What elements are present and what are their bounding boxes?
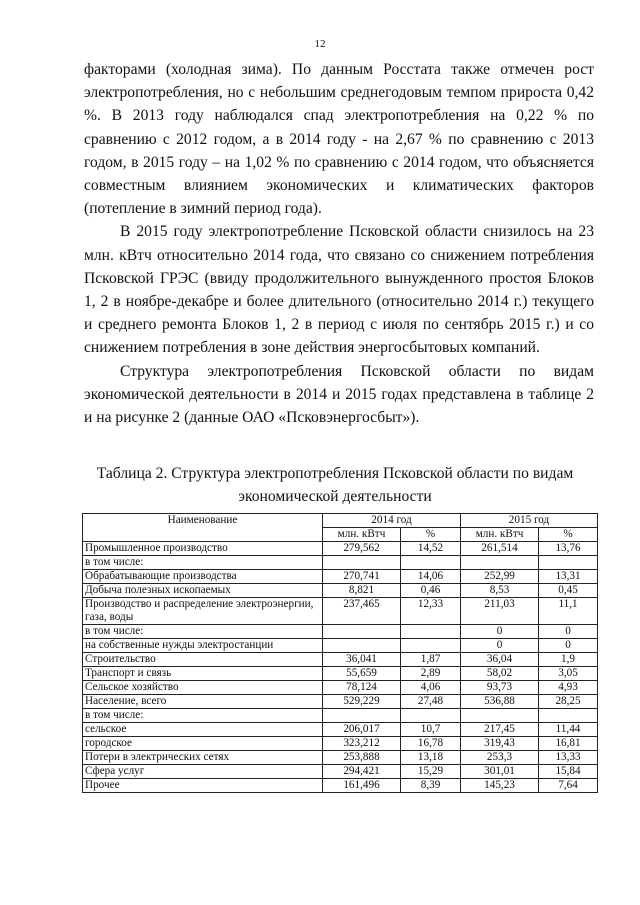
value-2014-cell: 323,212: [323, 737, 401, 751]
row-name-cell: Потери в электрических сетях: [83, 751, 323, 765]
table-row: [83, 598, 598, 625]
value-2015-cell: 536,88: [461, 695, 539, 709]
header-pct-2014: %: [401, 528, 461, 542]
pct-2015-cell: 4,93: [539, 681, 598, 695]
pct-2014-cell: 10,7: [401, 723, 461, 737]
pct-2015-cell: 28,25: [539, 695, 598, 709]
pct-2014-cell: [401, 709, 461, 723]
value-2015-cell: 145,23: [461, 779, 539, 793]
value-2015-cell: 0: [461, 639, 539, 653]
row-name-cell: Обрабатывающие производства: [83, 570, 323, 584]
table-caption: [70, 462, 600, 508]
value-2014-cell: [323, 625, 401, 639]
pct-2014-cell: 0,46: [401, 584, 461, 598]
pct-2015-cell: [539, 556, 598, 570]
value-2014-cell: 529,229: [323, 695, 401, 709]
table-row: [83, 695, 598, 709]
table-row: [83, 639, 598, 653]
body-text: [84, 58, 594, 429]
table-row: [83, 667, 598, 681]
header-unit-2015: млн. кВтч: [461, 528, 539, 542]
value-2015-cell: 252,99: [461, 570, 539, 584]
value-2014-cell: [323, 639, 401, 653]
pct-2014-cell: 14,52: [401, 542, 461, 556]
row-name-cell: Добыча полезных ископаемых: [83, 584, 323, 598]
value-2014-cell: 237,465: [323, 598, 401, 625]
value-2015-cell: 93,73: [461, 681, 539, 695]
pct-2015-cell: 16,81: [539, 737, 598, 751]
pct-2014-cell: [401, 625, 461, 639]
value-2015-cell: 58,02: [461, 667, 539, 681]
pct-2014-cell: 4,06: [401, 681, 461, 695]
page-number: 12: [314, 38, 326, 50]
pct-2015-cell: 0: [539, 639, 598, 653]
value-2014-cell: 270,741: [323, 570, 401, 584]
header-year-2014: 2014 год: [323, 514, 461, 528]
row-name-cell: Прочее: [83, 779, 323, 793]
pct-2014-cell: 14,06: [401, 570, 461, 584]
pct-2014-cell: 1,87: [401, 653, 461, 667]
pct-2015-cell: 3,05: [539, 667, 598, 681]
value-2014-cell: [323, 556, 401, 570]
table-row: [83, 625, 598, 639]
row-name-cell: в том числе:: [83, 709, 323, 723]
pct-2015-cell: 7,64: [539, 779, 598, 793]
value-2015-cell: 8,53: [461, 584, 539, 598]
row-name-cell: на собственные нужды электростанции: [83, 639, 323, 653]
value-2015-cell: [461, 709, 539, 723]
value-2015-cell: 217,45: [461, 723, 539, 737]
value-2014-cell: 78,124: [323, 681, 401, 695]
header-year-2015: 2015 год: [461, 514, 598, 528]
value-2015-cell: 211,03: [461, 598, 539, 625]
pct-2015-cell: 0,45: [539, 584, 598, 598]
row-name-cell: Производство и распределение электроэнергии, газа, воды: [83, 598, 323, 625]
value-2015-cell: 261,514: [461, 542, 539, 556]
pct-2014-cell: [401, 639, 461, 653]
table-row: [83, 556, 598, 570]
row-name-cell: Сфера услуг: [83, 765, 323, 779]
pct-2014-cell: 15,29: [401, 765, 461, 779]
table-row: [83, 681, 598, 695]
pct-2015-cell: 11,1: [539, 598, 598, 625]
pct-2015-cell: 0: [539, 625, 598, 639]
table-row: [83, 779, 598, 793]
table-caption-line-2: экономической деятельности: [238, 488, 432, 505]
paragraph-1: факторами (холодная зима). По данным Росстата также отмечен рост электропотребления, но с небольшим среднегодовым темпом прироста 0,42 %. В 2013 году наблюдался спад электропотребления на 0,22 % по сравнению с 2012 годом, а в 2014 году - на 2,67 % по сравнению с 2013 годом, в 2015 году – на 1,02 % по сравнению с 2014 годом, что объясняется совместным влиянием экономических и климатических факторов (потепление в зимний период года).: [84, 61, 594, 218]
value-2014-cell: 161,496: [323, 779, 401, 793]
pct-2015-cell: 13,31: [539, 570, 598, 584]
header-unit-2014: млн. кВтч: [323, 528, 401, 542]
pct-2015-cell: 11,44: [539, 723, 598, 737]
value-2015-cell: 0: [461, 625, 539, 639]
pct-2015-cell: [539, 709, 598, 723]
table-body: [83, 542, 598, 793]
row-name-cell: Население, всего: [83, 695, 323, 709]
table-row: [83, 542, 598, 556]
pct-2015-cell: 1,9: [539, 653, 598, 667]
value-2014-cell: 253,888: [323, 751, 401, 765]
row-name-cell: Промышленное производство: [83, 542, 323, 556]
pct-2014-cell: 16,78: [401, 737, 461, 751]
pct-2014-cell: 2,89: [401, 667, 461, 681]
table-header-row-1: [83, 514, 598, 528]
paragraph-3: Структура электропотребления Псковской области по видам экономической деятельности в 2014 и 2015 годах представлена в таблице 2 и на рисунке 2 (данные ОАО «Псковэнергосбыт»).: [84, 362, 594, 427]
table-row: [83, 751, 598, 765]
header-pct-2015: %: [539, 528, 598, 542]
pct-2015-cell: 15,84: [539, 765, 598, 779]
table-row: [83, 584, 598, 598]
pct-2014-cell: 8,39: [401, 779, 461, 793]
table-row: [83, 765, 598, 779]
value-2014-cell: 55,659: [323, 667, 401, 681]
value-2014-cell: 206,017: [323, 723, 401, 737]
table-row: [83, 737, 598, 751]
row-name-cell: Транспорт и связь: [83, 667, 323, 681]
table-caption-line-1: Таблица 2. Структура электропотребления Псковской области по видам: [96, 465, 574, 482]
value-2014-cell: 294,421: [323, 765, 401, 779]
value-2014-cell: [323, 709, 401, 723]
consumption-table: [82, 513, 598, 793]
row-name-cell: Строительство: [83, 653, 323, 667]
value-2014-cell: 279,562: [323, 542, 401, 556]
row-name-cell: в том числе:: [83, 556, 323, 570]
table-row: [83, 570, 598, 584]
table-row: [83, 723, 598, 737]
pct-2014-cell: 27,48: [401, 695, 461, 709]
value-2015-cell: [461, 556, 539, 570]
value-2015-cell: 301,01: [461, 765, 539, 779]
pct-2015-cell: 13,33: [539, 751, 598, 765]
table-row: [83, 709, 598, 723]
pct-2014-cell: 13,18: [401, 751, 461, 765]
table-row: [83, 653, 598, 667]
pct-2014-cell: 12,33: [401, 598, 461, 625]
row-name-cell: в том числе:: [83, 625, 323, 639]
value-2015-cell: 36,04: [461, 653, 539, 667]
pct-2015-cell: 13,76: [539, 542, 598, 556]
row-name-cell: сельское: [83, 723, 323, 737]
pct-2014-cell: [401, 556, 461, 570]
value-2014-cell: 8,821: [323, 584, 401, 598]
row-name-cell: Сельское хозяйство: [83, 681, 323, 695]
header-name: Наименование: [83, 514, 323, 542]
value-2015-cell: 319,43: [461, 737, 539, 751]
paragraph-2: В 2015 году электропотребление Псковской области снизилось на 23 млн. кВтч относительно 2014 года, что связано со снижением потребления Псковской ГРЭС (ввиду продолжительного вынужденного простоя Блоков 1, 2 в ноябре-декабре и более длительного (относительно 2014 г.) текущего и среднего ремонта Блоков 1, 2 в период с июля по сентябрь 2015 г.) и со снижением потребления в зоне действия энергосбытовых компаний.: [84, 223, 594, 357]
value-2014-cell: 36,041: [323, 653, 401, 667]
value-2015-cell: 253,3: [461, 751, 539, 765]
row-name-cell: городское: [83, 737, 323, 751]
